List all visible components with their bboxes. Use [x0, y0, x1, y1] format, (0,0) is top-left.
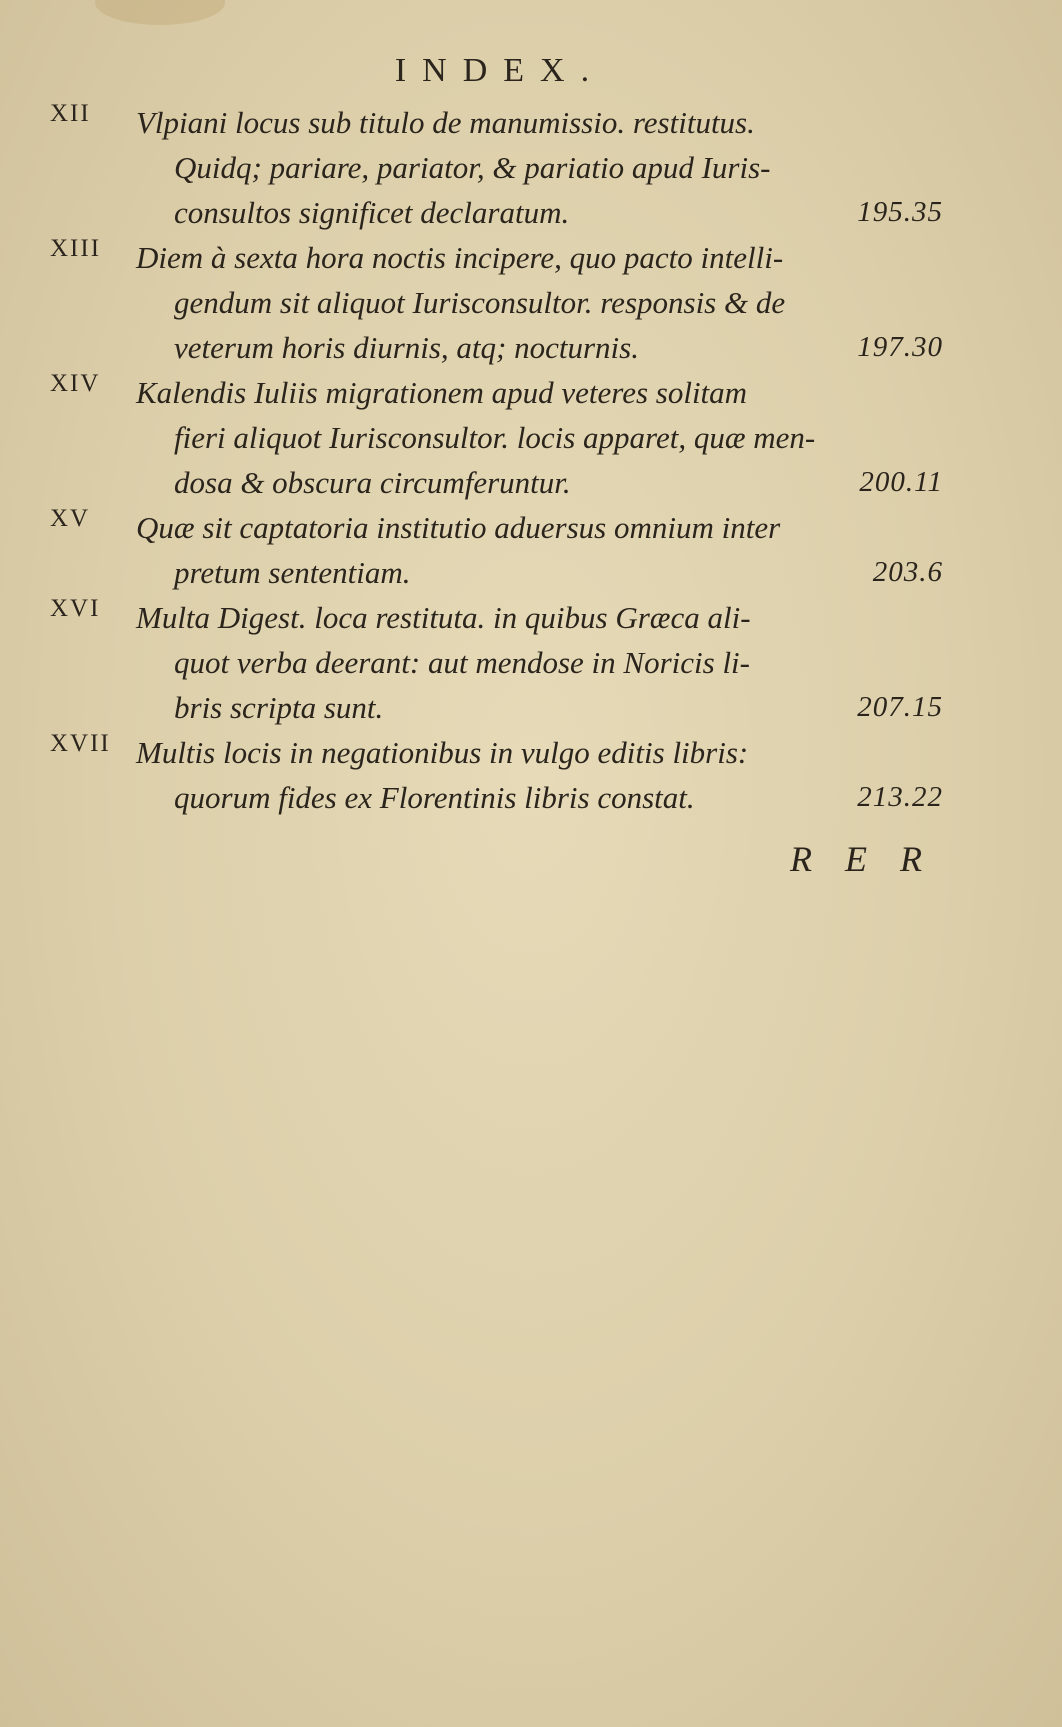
chapter-numeral: XV: [50, 505, 91, 532]
page-title: INDEX.: [394, 52, 606, 89]
paper-stain: [95, 0, 225, 25]
entry-text-line: gendum sit aliquot Iurisconsultor. responsis & de: [174, 285, 786, 320]
entry-text-line: Kalendis Iuliis migrationem apud veteres solitam: [136, 375, 748, 410]
entry-text-line: Diem à sexta hora noctis incipere, quo pacto intelli-: [136, 240, 784, 275]
entry-last-line: [136, 190, 943, 235]
chapter-numeral: XVII: [50, 730, 111, 757]
catchword: R E R: [790, 839, 934, 879]
entry-text-line: consultos significet declaratum.: [174, 195, 570, 230]
chapter-numeral: XII: [50, 100, 91, 127]
index-entry: [0, 370, 1062, 505]
index-entry: [0, 505, 1062, 595]
index-entry: [0, 595, 1062, 730]
page-reference: 200.11: [859, 466, 943, 498]
page-reference: 207.15: [857, 691, 943, 723]
entry-text-line: bris scripta sunt.: [174, 690, 384, 725]
index-entry: [0, 235, 1062, 370]
entry-last-line: [136, 325, 943, 370]
entry-last-line: [136, 550, 943, 595]
chapter-numeral: XIII: [50, 235, 102, 262]
index-entry: [0, 730, 1062, 820]
chapter-numeral: XVI: [50, 595, 101, 622]
entry-text-line: Multis locis in negationibus in vulgo editis libris:: [136, 735, 749, 770]
entry-text-line: Quidq; pariare, pariator, & pariatio apud Iuris-: [174, 150, 771, 185]
entry-text-line: dosa & obscura circumferuntur.: [174, 465, 571, 500]
entry-last-line: [136, 685, 943, 730]
page-reference: 195.35: [857, 196, 943, 228]
entry-text-line: quorum fides ex Florentinis libris constat.: [174, 780, 695, 815]
entry-text-line: quot verba deerant: aut mendose in Noricis li-: [174, 645, 750, 680]
index-entries: [0, 100, 1062, 820]
page-reference: 213.22: [857, 781, 943, 813]
entry-last-line: [136, 775, 943, 820]
entry-text-line: Vlpiani locus sub titulo de manumissio. restitutus.: [136, 105, 755, 140]
entry-text-line: Quæ sit captatoria institutio aduersus omnium inter: [136, 510, 781, 545]
entry-text-line: pretum sententiam.: [174, 555, 411, 590]
entry-text-line: Multa Digest. loca restituta. in quibus Græca ali-: [136, 600, 751, 635]
page-reference: 197.30: [857, 331, 943, 363]
chapter-numeral: XIV: [50, 370, 101, 397]
entry-text-line: veterum horis diurnis, atq; nocturnis.: [174, 330, 639, 365]
index-entry: [0, 100, 1062, 235]
page-reference: 203.6: [872, 556, 943, 588]
entry-last-line: [136, 460, 943, 505]
entry-text-line: fieri aliquot Iurisconsultor. locis apparet, quæ men-: [174, 420, 816, 455]
